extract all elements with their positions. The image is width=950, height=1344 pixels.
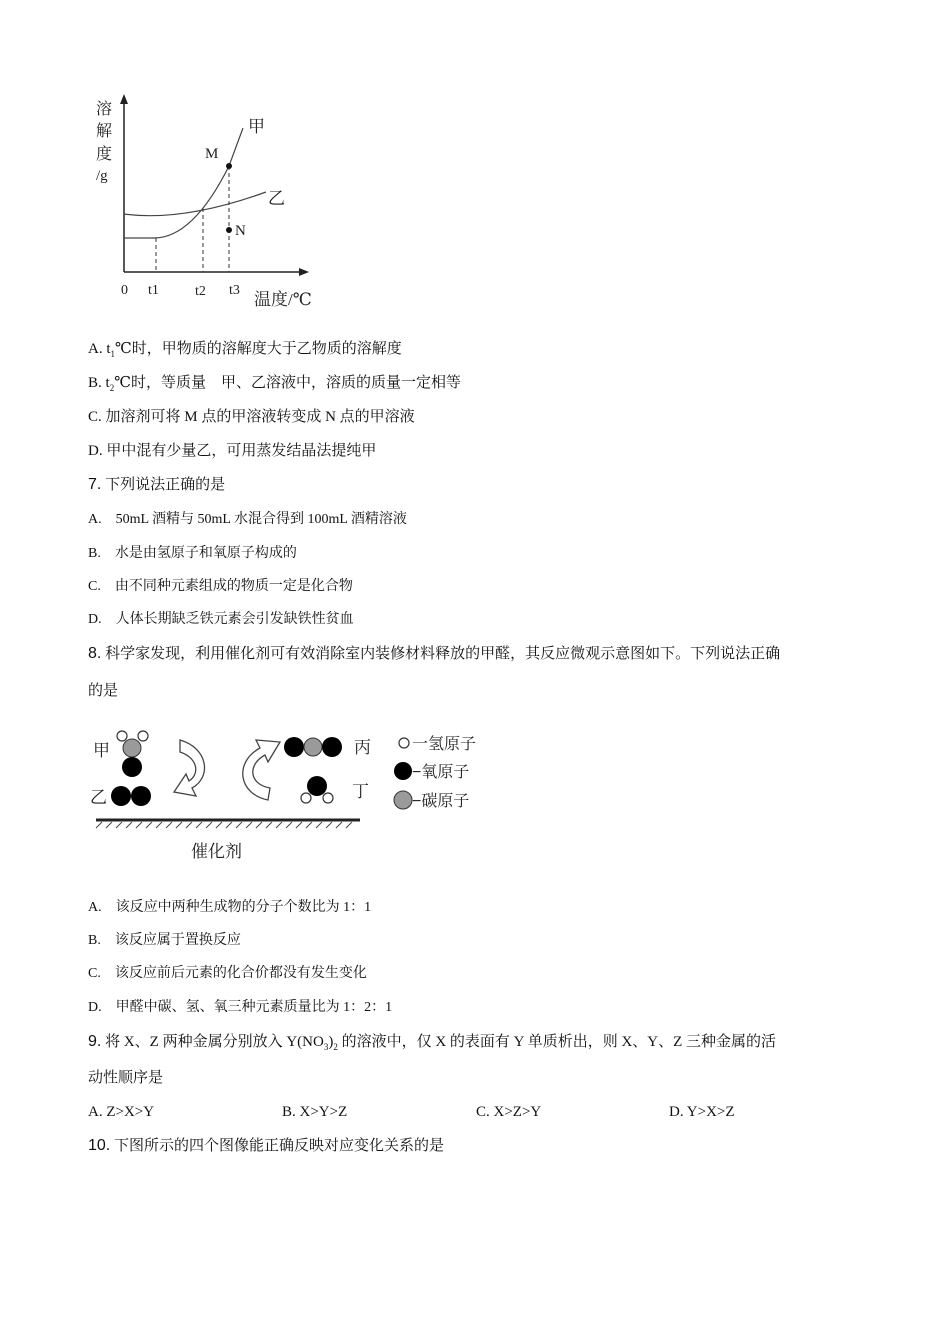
point-n-label: N (235, 223, 246, 239)
q9-stem-line1: 9. 将 X、Z 两种金属分别放入 $Y(NO_3)_2$ 的溶液中，仅 X 的表面有 Y 单质析出，则 X、Y、Z 三种金属的活 (88, 1033, 777, 1052)
x-axis-label: 温度/℃ (254, 290, 312, 309)
solubility-chart (88, 88, 328, 313)
x-axis-arrow (299, 268, 309, 276)
legend-o-icon (394, 762, 412, 780)
reaction-diagram (88, 722, 488, 867)
o-atom (122, 757, 142, 777)
legend-c-label: −碳原子 (412, 793, 470, 810)
q8-option-d: D. 甲醛中碳、氢、氧三种元素质量比为 1：2：1 (88, 1000, 393, 1015)
tick-t2: t2 (195, 284, 206, 299)
c-atom (304, 738, 322, 756)
q9-option-b: B. X>Y>Z (282, 1104, 348, 1120)
q6-option-d: D. 甲中混有少量乙，可用蒸发结晶法提纯甲 (88, 443, 377, 459)
tick-t1: t1 (148, 283, 159, 298)
curved-arrow-down (174, 740, 205, 796)
legend-o-label: −氧原子 (412, 764, 470, 781)
legend-h-label: 一氢原子 (412, 736, 477, 753)
o-atom (131, 786, 151, 806)
curve-yi-label: 乙 (268, 189, 285, 208)
o-atom (111, 786, 131, 806)
o-atom (322, 737, 342, 757)
q9-option-d: D. Y>X>Z (669, 1104, 735, 1120)
q10-stem: 10. 下图所示的四个图像能正确反映对应变化关系的是 (88, 1137, 445, 1154)
q7-stem: 7. 下列说法正确的是 (88, 476, 226, 493)
q9-option-a: A. Z>X>Y (88, 1104, 155, 1120)
y-axis-label-2: 解 (96, 123, 113, 140)
tick-t3: t3 (229, 283, 240, 298)
o-atom (284, 737, 304, 757)
y-axis-label-1: 溶 (96, 101, 113, 118)
q7-option-a: A. 50mL 酒精与 50mL 水混合得到 100mL 酒精溶液 (88, 512, 407, 527)
q8-stem-line1: 8. 科学家发现，利用催化剂可有效消除室内装修材料释放的甲醛，其反应微观示意图如下。下列说法正确 (88, 645, 781, 662)
q7-option-c: C. 由不同种元素组成的物质一定是化合物 (88, 579, 353, 594)
catalyst-hatching (96, 822, 352, 828)
curved-arrow-up (243, 740, 280, 800)
q6-option-a: A. $t_1℃$时，甲物质的溶解度大于乙物质的溶解度 (88, 341, 402, 359)
legend-c-icon (394, 791, 412, 809)
origin-label: 0 (121, 283, 128, 298)
y-axis-arrow (120, 94, 128, 104)
q9-option-c: C. X>Z>Y (476, 1104, 542, 1120)
q8-stem-line2: 的是 (88, 683, 119, 699)
y-axis-label-4: /g (96, 168, 108, 184)
h-atom (301, 793, 311, 803)
o-atom (307, 776, 327, 796)
label-bing: 丙 (354, 738, 371, 757)
h-atom (138, 731, 148, 741)
y-axis-label-3: 度 (96, 146, 113, 163)
curve-yi (124, 192, 266, 216)
q7-option-d: D. 人体长期缺乏铁元素会引发缺铁性贫血 (88, 612, 354, 627)
label-yi: 乙 (90, 788, 107, 807)
q6-option-c: C. 加溶剂可将 M 点的甲溶液转变成 N 点的甲溶液 (88, 409, 415, 425)
point-n (226, 227, 232, 233)
q8-option-b: B. 该反应属于置换反应 (88, 933, 241, 948)
q9-stem-line2: 动性顺序是 (88, 1070, 164, 1086)
curve-jia (124, 128, 243, 238)
curve-jia-label: 甲 (248, 117, 265, 136)
legend-h-icon (399, 738, 409, 748)
point-m (226, 163, 232, 169)
label-ding: 丁 (352, 782, 369, 801)
q8-option-c: C. 该反应前后元素的化合价都没有发生变化 (88, 966, 367, 981)
label-jia: 甲 (93, 741, 110, 760)
c-atom (123, 739, 141, 757)
catalyst-label: 催化剂 (191, 842, 242, 861)
h-atom (323, 793, 333, 803)
q6-option-b: B. $t_2℃$时，等质量 甲、乙溶液中，溶质的质量一定相等 (88, 375, 461, 393)
q8-option-a: A. 该反应中两种生成物的分子个数比为 1：1 (88, 900, 372, 915)
q7-option-b: B. 水是由氢原子和氧原子构成的 (88, 546, 297, 561)
h-atom (117, 731, 127, 741)
point-m-label: M (205, 146, 219, 162)
